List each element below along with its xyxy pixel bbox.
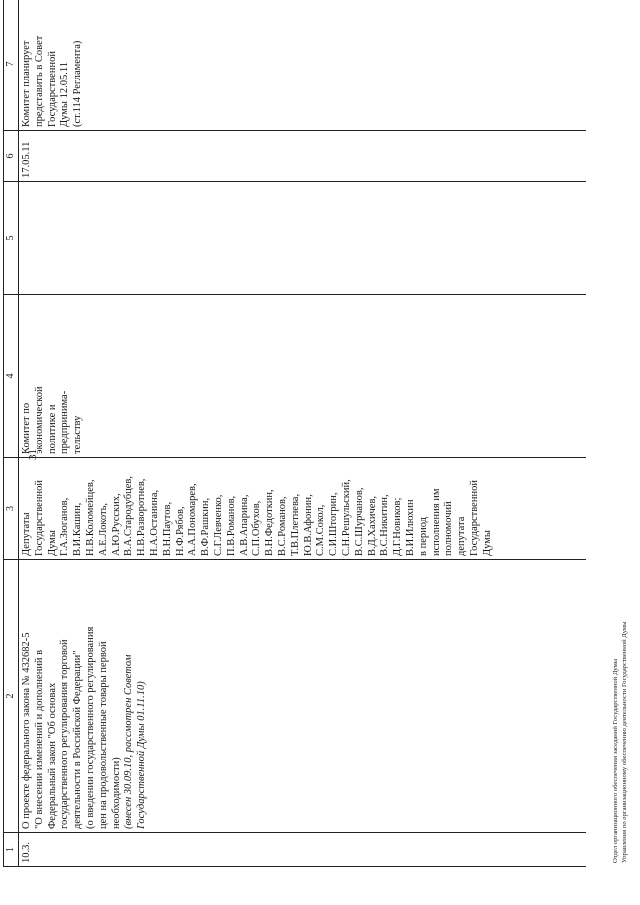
footer (612, 621, 629, 863)
author-name: В.С.Шурчанов, (353, 487, 365, 556)
table-row (19, 0, 587, 867)
footer-line: Отдел организационного обеспечения заседаний Государственной Думы (612, 658, 619, 863)
column-header-6: 6 (4, 131, 19, 182)
committee: Комитет по экономической политике и предпринима- тельству (21, 386, 84, 454)
author-name: В.С.Романов, (276, 496, 288, 556)
author-name: С.Г.Левченко, (212, 494, 224, 556)
author-name: П.В.Романов, (225, 495, 237, 556)
author-name: Д.Г.Новиков; (392, 497, 404, 556)
row-number: 10.3. (21, 842, 32, 863)
status-note: Комитет планирует представить в Совет Государственной Думы 12.05.11 (ст.114 Регламента) (21, 35, 84, 127)
author-name: А.Е.Локоть, (97, 502, 109, 556)
authors-outro-line: депутата (456, 516, 468, 556)
authors-intro-line: Государственной (33, 480, 45, 556)
author-name: Н.В.Коломейцев, (84, 479, 96, 556)
author-name: В.А.Стародубцев, (123, 476, 135, 556)
column-header-5: 5 (4, 182, 19, 295)
footer-line: Управления по организационному обеспечению деятельности Государственной Думы (620, 621, 628, 863)
date: 17.05.11 (21, 141, 32, 178)
author-name: С.Н.Решульский, (340, 479, 352, 556)
author-name: В.Ф.Рашкин, (200, 497, 212, 556)
authors-outro-line: в период (417, 516, 429, 556)
column-header-2: 2 (4, 560, 19, 833)
authors-outro-line: полномочий (443, 501, 455, 556)
author-name: В.И.Илюхин (404, 499, 416, 556)
authors-intro-line: Думы (46, 530, 58, 556)
author-name: Н.А.Останина, (148, 489, 160, 556)
author-name: Г.А.Зюганов, (59, 497, 71, 556)
column-5-cell (19, 182, 587, 295)
author-name: В.С.Никитин, (379, 494, 391, 556)
authors-cell (19, 458, 587, 560)
author-name: С.П.Обухов, (251, 500, 263, 556)
author-name: А.В.Апарина, (238, 494, 250, 556)
author-name: Т.В.Плетнева, (289, 493, 301, 556)
authors-outro-line: Государственной (468, 480, 480, 556)
row-number-cell (19, 833, 587, 867)
bill-description-cell (19, 560, 587, 833)
bills-table (3, 0, 586, 867)
table-header-row (4, 0, 19, 867)
author-name: Н.В.Разворотнев, (136, 478, 148, 556)
author-name: В.Д.Хахичев, (366, 495, 378, 556)
author-name: А.Ю.Русских, (110, 493, 122, 556)
author-name: В.Н.Паутов, (161, 501, 173, 556)
date-cell (19, 131, 587, 182)
authors-outro-line: Думы (481, 530, 493, 556)
column-header-1: 1 (4, 833, 19, 867)
author-name: В.Н.Федоткин, (264, 489, 276, 556)
committee-cell (19, 295, 587, 458)
author-name: С.М.Сокол, (315, 504, 327, 556)
author-name: А.А.Пономарев, (187, 483, 199, 556)
page-number: 31 (27, 449, 39, 460)
authors-intro-line: Депутаты (21, 512, 32, 556)
column-header-4: 4 (4, 295, 19, 458)
authors-outro-line: исполнения им (430, 488, 442, 556)
author-name: Ю.В.Афонин, (302, 494, 314, 556)
author-name: В.И.Кашин, (72, 502, 84, 556)
bill-description: О проекте федерального закона № 432682-5 "О внесении изменений и дополнений в Федеральный закон "Об основах государственного регулирования торговой деятельности в Российской Федерации" (о введении государственного регулирования цен на продовольственные товары первой необходимости) (21, 626, 122, 829)
status-cell (19, 0, 587, 131)
column-header-7: 7 (4, 0, 19, 131)
author-name: Н.Ф.Рябов, (174, 506, 186, 556)
author-name: С.И.Штогрин, (328, 492, 340, 556)
bill-note: (внесен 30.09.10, рассмотрен Советом Государственной Думы 01.11.10) (123, 654, 148, 829)
column-header-3: 3 (4, 458, 19, 560)
